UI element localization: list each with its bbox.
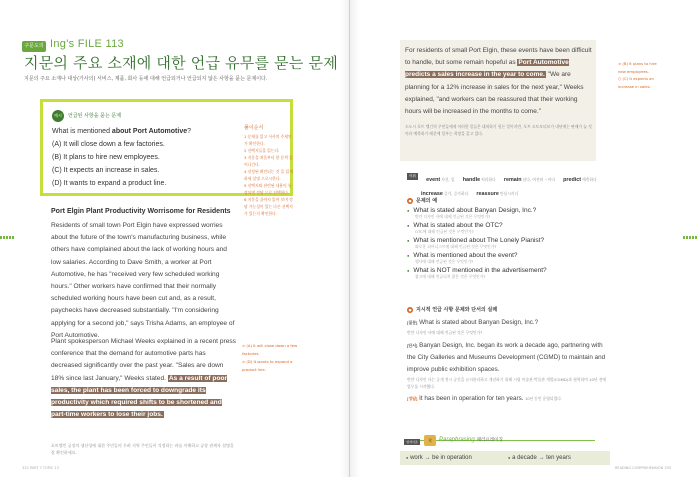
arrow-icon: →: [538, 455, 545, 461]
option-c: (C) It expects an increase in sales.: [52, 167, 160, 174]
solving-step: 2 선택지들을 읽는다.: [244, 148, 280, 153]
continued-passage: [405, 45, 593, 118]
vocab-word: handle: [462, 177, 481, 183]
page-description: 지문의 주요 소재나 대상(가사의) 서비스, 제품, 회사 등에 대해 언급되거나 언급되지 않은 사항을 묻는 문제이다.: [24, 76, 268, 82]
question-suffix: ?: [187, 128, 192, 135]
arrow-icon: →: [424, 455, 431, 461]
question-subject: about Port Automotive: [111, 128, 188, 135]
evidence-label: [단서]: [407, 343, 418, 348]
practice-answer: [407, 393, 607, 405]
vocabulary-badge: 어휘: [407, 173, 418, 180]
paraphrase-from: work: [410, 455, 423, 461]
continued-passage-end: "We are planning for a 12% increase in sales for the next year," Weeks explained, "and workers can be reassured that their working hours will be increased in the months to come.": [405, 71, 584, 116]
answer-note: × (B) It plans to hire new employees.: [618, 61, 657, 74]
example-item: [407, 237, 607, 250]
example-translation: OTC에 대해 언급된 것은 무엇인가?: [415, 229, 474, 234]
article-paragraph-1: Residents of small town Port Elgin have expressed worries about the future of the town's manufacturing business, while others have complained about the lack of working hours and low salaries. According to Dave Smith, a worker at Port Automotive, he has "received very few scheduled working hours." Other workers have confirmed that their normally scheduled working hours have been cut and, as a result, paychecks have decreased substantially. "I'm considering applying for a second job," says Trisha Adams, an employee of Port Automotive.: [51, 222, 235, 339]
paraphrase-to: be in operation: [432, 455, 472, 461]
question-tag: 예시: [52, 110, 64, 122]
question-prefix: What is mentioned: [52, 128, 112, 135]
example-question: ● What is stated about Banyan Design, Inc.?: [407, 207, 607, 214]
paraphrasing-icon: 착: [424, 435, 436, 446]
vocab-word: remain: [503, 177, 522, 183]
practice-answer-text: It has been in operation for ten years.: [419, 395, 524, 402]
example-question: ● What is mentioned about The Lonely Pianist?: [407, 237, 607, 244]
vocab-meaning: 남다, 여전히 ~이다: [522, 177, 556, 182]
example-item: [407, 222, 607, 235]
paraphrase-pair: [508, 455, 571, 461]
practice-section: [407, 306, 607, 405]
evidence-highlight: As a result of poor sales, the plant has been forced to downgrade its productivity which required shifts to be shortened and part-time workers to lose their jobs.: [51, 374, 228, 419]
page-title: 지문의 주요 소재에 대한 언급 유무를 묻는 문제: [24, 54, 338, 72]
practice-evidence-text: Banyan Design, Inc. began its work a decade ago, partnering with the City Galleries and Museums Development (CGMD) to maintain and improve public exhibition spaces.: [407, 342, 606, 373]
paraphrase-to: ten years: [546, 455, 571, 461]
vocab-word: event: [426, 177, 441, 183]
practice-heading: [407, 306, 607, 313]
solving-step: 5 선택지와 관련된 내용이 통장되면 정답 으로 선택한다.: [244, 183, 292, 195]
option-b: (B) It plans to hire new employees.: [52, 154, 160, 161]
eliminated-options: [242, 342, 302, 374]
practice-question-text: What is stated about Banyan Design, Inc.?: [419, 319, 539, 326]
answer-notes: [618, 60, 664, 90]
practice-question: [407, 317, 607, 329]
continued-passage-start: For residents of small Port Elgin, these events have been difficult to handle, but some remain hopeful as: [405, 47, 592, 67]
examples-heading-text: 문제의 예: [416, 198, 438, 204]
vocab-meaning: 예측하다: [582, 177, 597, 182]
paraphrasing-title-text: Paraphrasing: [439, 437, 475, 443]
question-label: [질문]: [407, 320, 418, 325]
example-item: [407, 267, 607, 280]
article-paragraph-2-text: Plant spokesperson Michael Weeks explained in a recent press conference that the demand for automotive parts has decreased significantly over the past year. "Sales are down 18% since last January," Weeks stated.: [51, 338, 236, 382]
paraphrasing-title-korean: 패러프레이징: [476, 437, 503, 442]
eliminated-option: × (D) It wants to expand a product line.: [242, 359, 293, 372]
example-translation: 외로운 피아니스트에 대해 언급된 것은 무엇인가?: [415, 244, 497, 249]
practice-evidence: [407, 340, 607, 376]
right-edge-marker: [683, 236, 697, 239]
practice-bullet-icon: ●: [408, 307, 412, 312]
solving-steps-title: 풀이순서: [244, 125, 264, 131]
practice-question-translation: 반얀 디자인 사에 대해 언급된 것은 무엇인가?: [407, 330, 483, 335]
page-gutter: [340, 0, 360, 477]
example-question: ● What is stated about the OTC?: [407, 222, 607, 229]
vocab-word: predict: [563, 177, 582, 183]
answer-label: [정답]: [407, 396, 418, 401]
examples-heading: [407, 197, 607, 204]
right-page-footer: READING COMPREHENSION 333: [615, 466, 672, 470]
vocabulary-list: [407, 171, 597, 199]
example-question: ● What is mentioned about the event?: [407, 252, 607, 259]
article-korean-note: 포트엘킨 공장의 생산성에 대한 주민들의 우려 지역 주민들이 걱정하는 바를 이해하고 공장 관계자 설명을 잘 확인하세요.: [51, 443, 234, 455]
bullet-icon: ●: [406, 455, 409, 460]
vocab-meaning: 처리하다: [481, 177, 496, 182]
examples-bullet-icon: ●: [408, 198, 412, 203]
bullet-icon: ●: [508, 455, 511, 460]
answer-note: ○ (C) It expects an increase in sales.: [618, 76, 654, 89]
paraphrase-from: a decade: [512, 455, 537, 461]
left-page-footer: 332 PART 7 TOPIC 13: [22, 466, 59, 470]
vocab-word: reassure: [476, 191, 499, 197]
question-examples: [407, 197, 607, 282]
article-paragraph-2: [51, 336, 237, 421]
paraphrasing-badge: 일석이조: [404, 439, 420, 445]
practice-answer-translation: 10년 동안 운영되었다.: [525, 397, 562, 401]
paraphrase-pair: [406, 455, 472, 461]
solving-step: 1 문제를 읽고 서사의 주제인가 확인한다.: [244, 134, 292, 146]
vocab-meaning: 안심시키다: [499, 191, 519, 196]
vocab-meaning: 증가, 증가하다: [443, 191, 469, 196]
example-translation: 반얀 디자인 사에 대해 언급된 것은 무엇인가?: [415, 214, 491, 219]
vocab-word: increase: [421, 191, 443, 197]
example-item: [407, 252, 607, 265]
series-badge: 구문도의: [22, 41, 46, 52]
example-question: ● What is NOT mentioned in the advertisement?: [407, 267, 607, 274]
practice-heading-text: 지시적 언급 사항 문제와 단서의 실례: [416, 307, 498, 313]
continued-passage-korean: 소도시 포트 엘긴의 주민들에게 이러한 일들은 대처하기 힘든 일이지만, 포트 오토모티브가 내년에는 판매가 늘 것이라 예측하기 때문에 일부는 희망을 갖고 있다.: [405, 124, 592, 137]
solving-step: 6 지문을 끝까지 읽어 보며 정답 가능성이 있는 다른 선택지가 있는지 확인한다.: [244, 197, 293, 216]
question-text: [52, 128, 191, 135]
solving-step: 3 지문을 처음부터 한 문씩 읽어나간다.: [244, 155, 293, 167]
example-translation: 행사에 대해 언급된 것은 무엇인가?: [415, 259, 474, 264]
practice-evidence-translation: 반얀 디자인 사는 공개 전시 공간을 유지관리하고 개선하기 위해 시립 미술관·박물관 개발(CGMD)과 협력하며 10년 전에 업무를 시작했다.: [407, 377, 607, 389]
paraphrasing-title: [439, 437, 503, 443]
example-item: [407, 207, 607, 220]
solving-steps: [244, 124, 294, 217]
solving-step: 4 선정된 확인되는 것 을 읽게하세 설명 으로시한다.: [244, 169, 293, 181]
eliminated-option: × (A) It will close down a few factories.: [242, 343, 298, 356]
answer-highlight: Port Automotive predicts a sales increase in the year to come.: [405, 59, 569, 79]
article-title: Port Elgin Plant Productivity Worrisome for Residents: [51, 208, 231, 215]
option-a: (A) It will close down a few factories.: [52, 141, 165, 148]
vocabulary-line: [407, 171, 597, 185]
question-tag-label: 언급된 사항을 묻는 문제: [68, 113, 122, 119]
left-edge-marker: [0, 236, 14, 239]
example-translation: 광고에 대해 언급되지 않은 것은 무엇인가?: [415, 274, 486, 279]
series-title: Ing's FILE 113: [50, 38, 124, 50]
vocab-meaning: 사건, 일: [441, 177, 455, 182]
option-d: (D) It wants to expand a product line.: [52, 180, 167, 187]
